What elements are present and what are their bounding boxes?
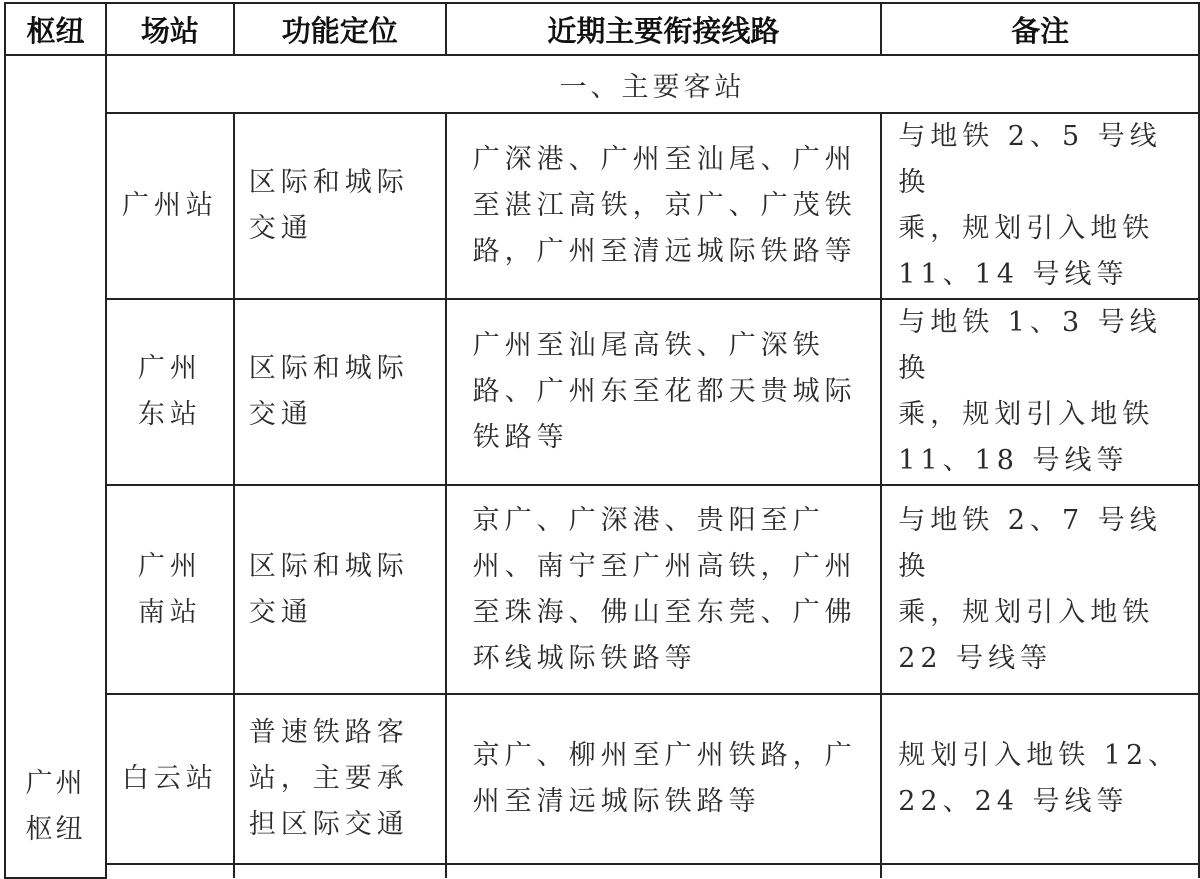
lines-cell: 京广、柳州至广州铁路，广 州至清远城际铁路等 — [446, 694, 882, 864]
table-row-partial — [5, 864, 1199, 878]
notes-cell: 与地铁 2、5 号线换 乘，规划引入地铁 11、14 号线等 — [881, 113, 1199, 299]
partial-cell — [106, 864, 234, 878]
lines-cell: 广州至汕尾高铁、广深铁 路、广州东至花都天贵城际 铁路等 — [446, 299, 882, 485]
partial-cell — [234, 864, 446, 878]
function-cell: 区际和城际 交通 — [234, 299, 446, 485]
section-title: 一、主要客站 — [106, 55, 1199, 113]
function-cell: 区际和城际 交通 — [234, 485, 446, 694]
table-row — [5, 113, 1199, 299]
partial-cell — [881, 864, 1199, 878]
table-row — [5, 299, 1199, 485]
lines-cell: 京广、广深港、贵阳至广 州、南宁至广州高铁，广州 至珠海、佛山至东莞、广佛 环线城际铁路等 — [446, 485, 882, 694]
header-hub: 枢纽 — [5, 3, 106, 55]
partial-cell — [446, 864, 882, 878]
notes-cell: 与地铁 2、7 号线换 乘，规划引入地铁 22 号线等 — [881, 485, 1199, 694]
header-station: 场站 — [106, 3, 234, 55]
header-function: 功能定位 — [234, 3, 446, 55]
station-name: 广州站 — [106, 113, 234, 299]
section-row — [5, 55, 1199, 113]
header-notes: 备注 — [881, 3, 1199, 55]
hub-station-table — [4, 2, 1200, 879]
hub-cell: 广州 枢纽 — [5, 55, 106, 878]
table-row — [5, 485, 1199, 694]
notes-cell: 规划引入地铁 12、 22、24 号线等 — [881, 694, 1199, 864]
notes-cell: 与地铁 1、3 号线换 乘，规划引入地铁 11、18 号线等 — [881, 299, 1199, 485]
station-name: 广州 东站 — [106, 299, 234, 485]
lines-cell: 广深港、广州至汕尾、广州 至湛江高铁，京广、广茂铁 路，广州至清远城际铁路等 — [446, 113, 882, 299]
header-lines: 近期主要衔接线路 — [446, 3, 882, 55]
station-name: 白云站 — [106, 694, 234, 864]
function-cell: 区际和城际 交通 — [234, 113, 446, 299]
function-cell: 普速铁路客 站，主要承 担区际交通 — [234, 694, 446, 864]
station-name: 广州 南站 — [106, 485, 234, 694]
header-row — [5, 3, 1199, 55]
table-row — [5, 694, 1199, 864]
